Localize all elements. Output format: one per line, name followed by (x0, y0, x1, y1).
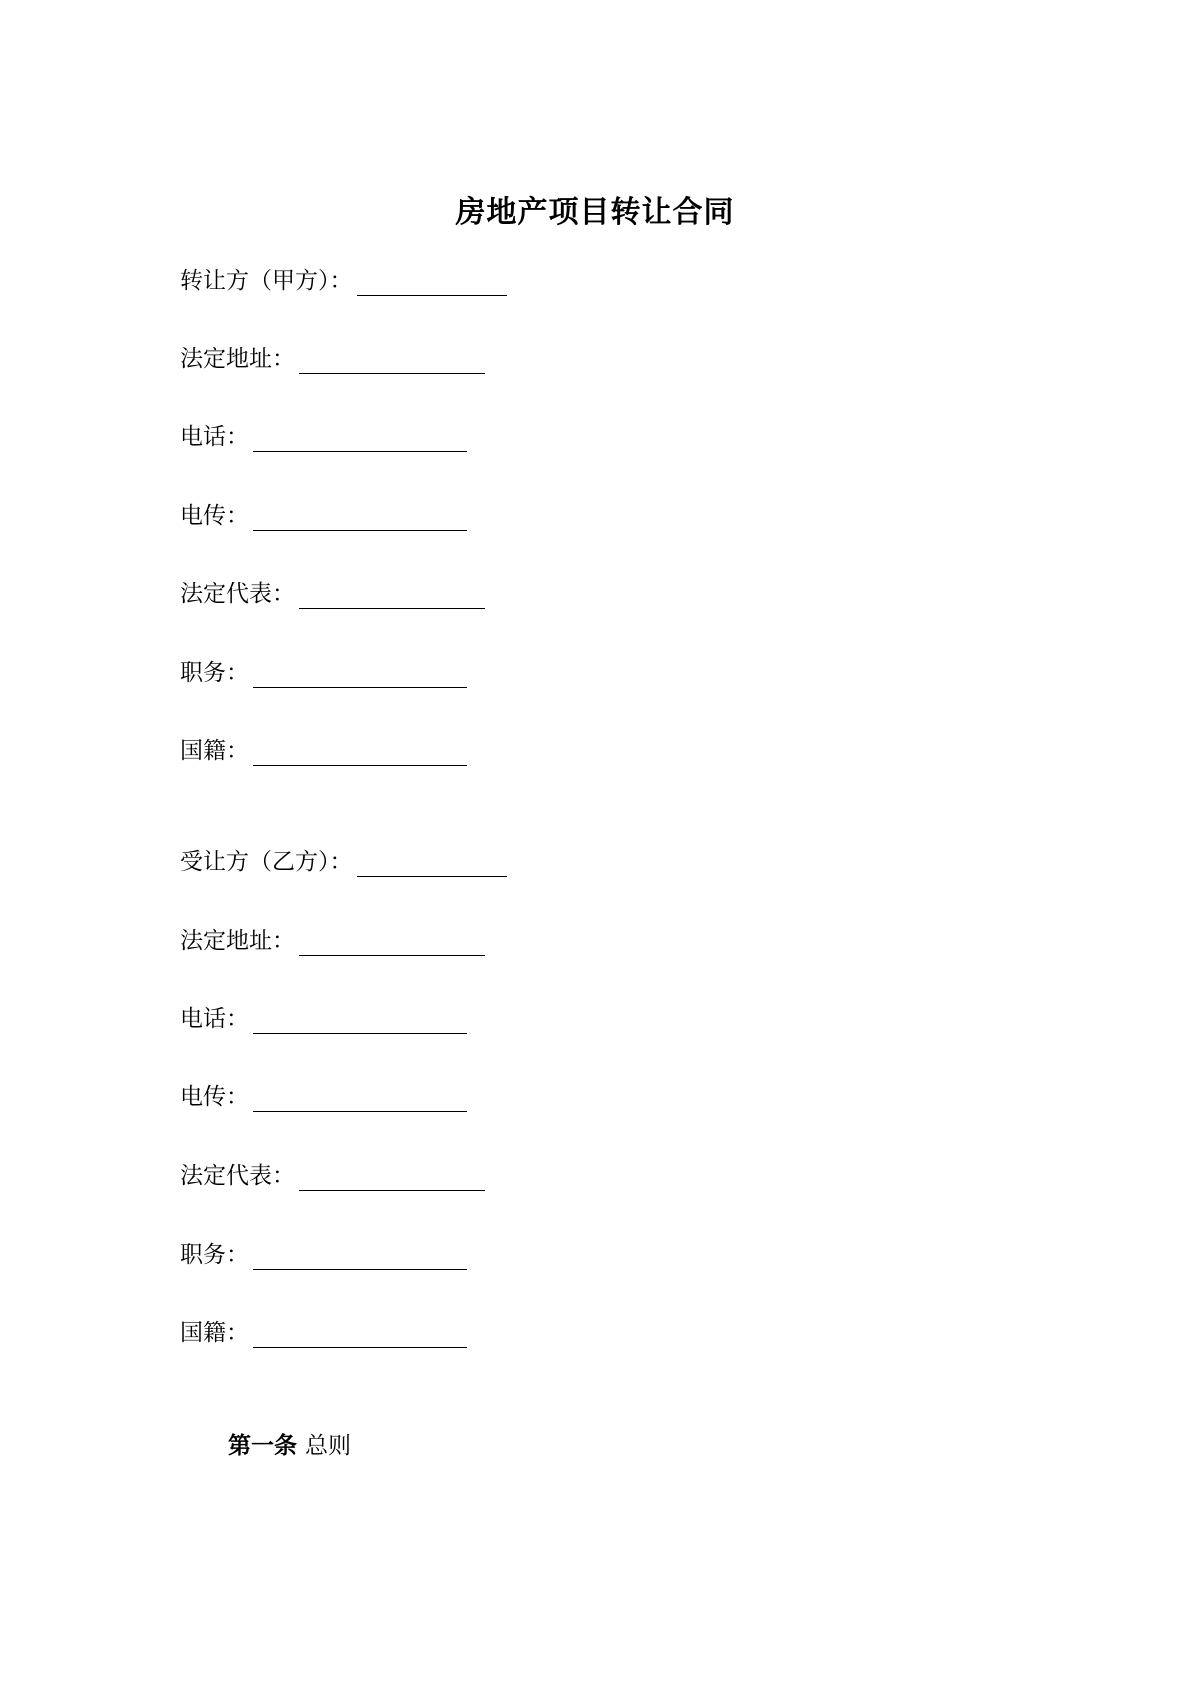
document-title: 房地产项目转让合同 (455, 195, 735, 230)
party-a-nationality-blank (253, 739, 467, 766)
party-a-position-blank (253, 661, 467, 688)
article-1-heading (228, 1431, 351, 1461)
article-1-title: 总则 (305, 1433, 351, 1459)
party-b-phone-field (180, 1000, 467, 1034)
party-a-representative-label: 法定代表： (180, 581, 295, 607)
party-b-position-blank (253, 1243, 467, 1270)
article-1-number: 第一条 (228, 1433, 297, 1459)
party-b-representative-field (180, 1157, 485, 1191)
party-b-position-label: 职务： (180, 1242, 249, 1268)
party-a-address-blank (299, 347, 485, 374)
party-a-telex-label: 电传： (180, 503, 249, 529)
party-a-telex-blank (253, 504, 467, 531)
party-b-nationality-label: 国籍： (180, 1320, 249, 1346)
party-b-name-blank (357, 850, 507, 877)
party-b-address-field (180, 922, 485, 956)
party-b-position-field (180, 1236, 467, 1270)
party-b-nationality-field (180, 1314, 467, 1348)
party-b-representative-label: 法定代表： (180, 1163, 295, 1189)
party-b-nationality-blank (253, 1321, 467, 1348)
party-b-heading-field (180, 843, 507, 877)
party-a-telex-field (180, 497, 467, 531)
party-b-telex-field (180, 1078, 467, 1112)
party-a-nationality-label: 国籍： (180, 738, 249, 764)
party-b-heading-label: 受让方（乙方）： (180, 849, 353, 875)
party-a-phone-field (180, 418, 467, 452)
party-a-phone-label: 电话： (180, 424, 249, 450)
party-b-address-blank (299, 929, 485, 956)
party-a-heading-field (180, 262, 507, 296)
party-b-phone-label: 电话： (180, 1006, 249, 1032)
party-b-telex-blank (253, 1085, 467, 1112)
party-a-position-label: 职务： (180, 660, 249, 686)
party-a-representative-field (180, 575, 485, 609)
party-a-address-label: 法定地址： (180, 346, 295, 372)
party-a-phone-blank (253, 425, 467, 452)
party-a-name-blank (357, 269, 507, 296)
party-b-telex-label: 电传： (180, 1084, 249, 1110)
party-a-heading-label: 转让方（甲方）： (180, 268, 353, 294)
party-a-address-field (180, 340, 485, 374)
party-a-representative-blank (299, 582, 485, 609)
party-a-position-field (180, 654, 467, 688)
party-b-phone-blank (253, 1007, 467, 1034)
party-b-representative-blank (299, 1164, 485, 1191)
party-a-nationality-field (180, 732, 467, 766)
party-b-address-label: 法定地址： (180, 928, 295, 954)
